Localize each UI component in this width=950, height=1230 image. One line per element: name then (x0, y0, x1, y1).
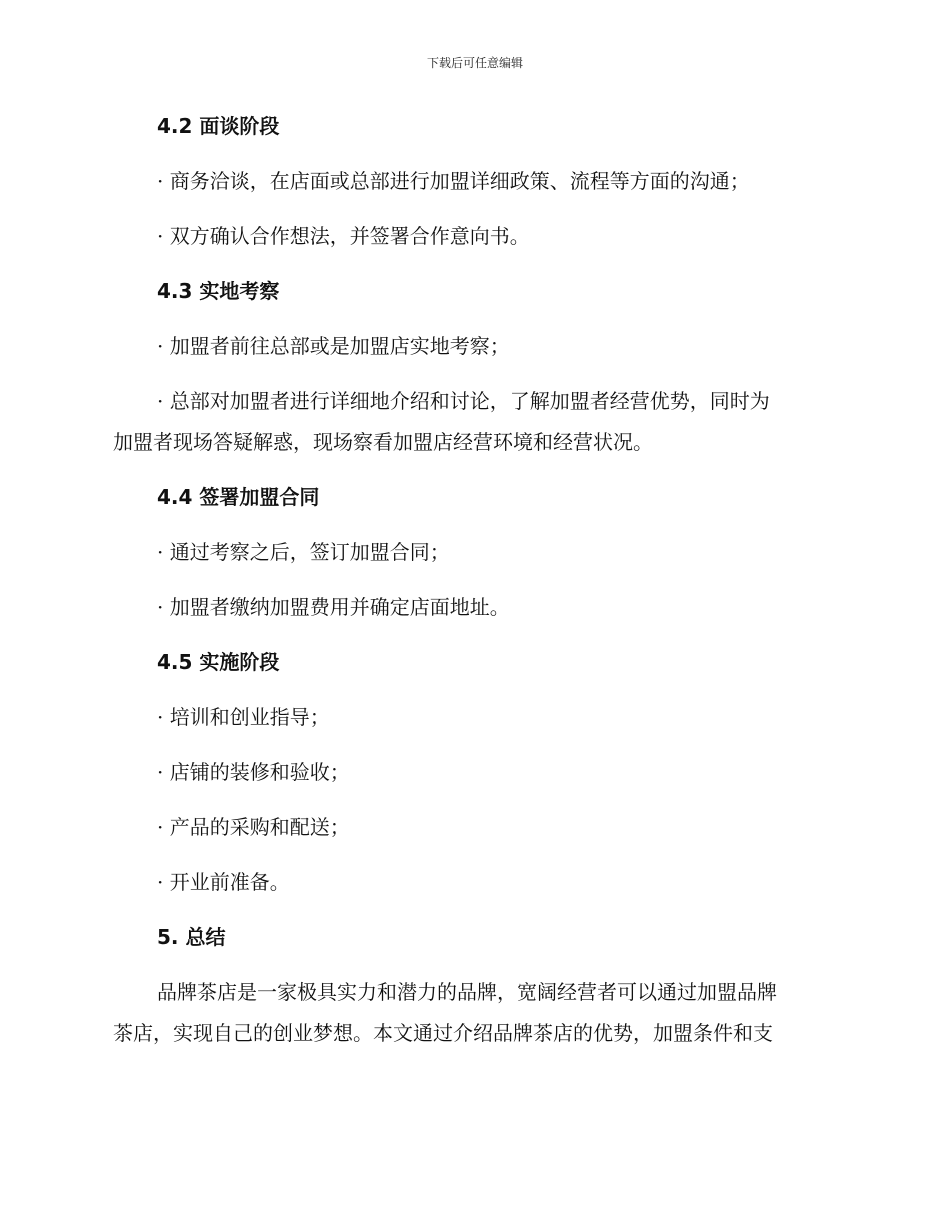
bullet-item: · 产品的采购和配送； (157, 815, 350, 839)
section-heading-4-4: 4.4 签署加盟合同 (157, 485, 320, 509)
summary-paragraph: 品牌茶店是一家极具实力和潜力的品牌，宽阔经营者可以通过加盟品牌 (157, 980, 777, 1004)
bullet-item: · 店铺的装修和验收； (157, 760, 350, 784)
bullet-item: · 双方确认合作想法，并签署合作意向书。 (157, 224, 530, 248)
summary-paragraph-continuation: 茶店，实现自己的创业梦想。本文通过介绍品牌茶店的优势，加盟条件和支 (113, 1021, 773, 1045)
section-heading-4-3: 4.3 实地考察 (157, 279, 280, 303)
bullet-item: · 培训和创业指导； (157, 705, 330, 729)
page-header-note: 下载后可任意编辑 (426, 56, 523, 70)
section-heading-5: 5. 总结 (157, 925, 226, 949)
bullet-item: · 加盟者前往总部或是加盟店实地考察； (157, 334, 510, 358)
bullet-item-continuation: 加盟者现场答疑解惑，现场察看加盟店经营环境和经营状况。 (113, 430, 653, 454)
bullet-item: · 加盟者缴纳加盟费用并确定店面地址。 (157, 595, 510, 619)
section-heading-4-5: 4.5 实施阶段 (157, 650, 280, 674)
bullet-item: · 总部对加盟者进行详细地介绍和讨论，了解加盟者经营优势，同时为 (157, 389, 770, 413)
bullet-item: · 开业前准备。 (157, 870, 290, 894)
bullet-item: · 通过考察之后，签订加盟合同； (157, 540, 450, 564)
section-heading-4-2: 4.2 面谈阶段 (157, 114, 280, 138)
bullet-item: · 商务洽谈，在店面或总部进行加盟详细政策、流程等方面的沟通； (157, 169, 750, 193)
